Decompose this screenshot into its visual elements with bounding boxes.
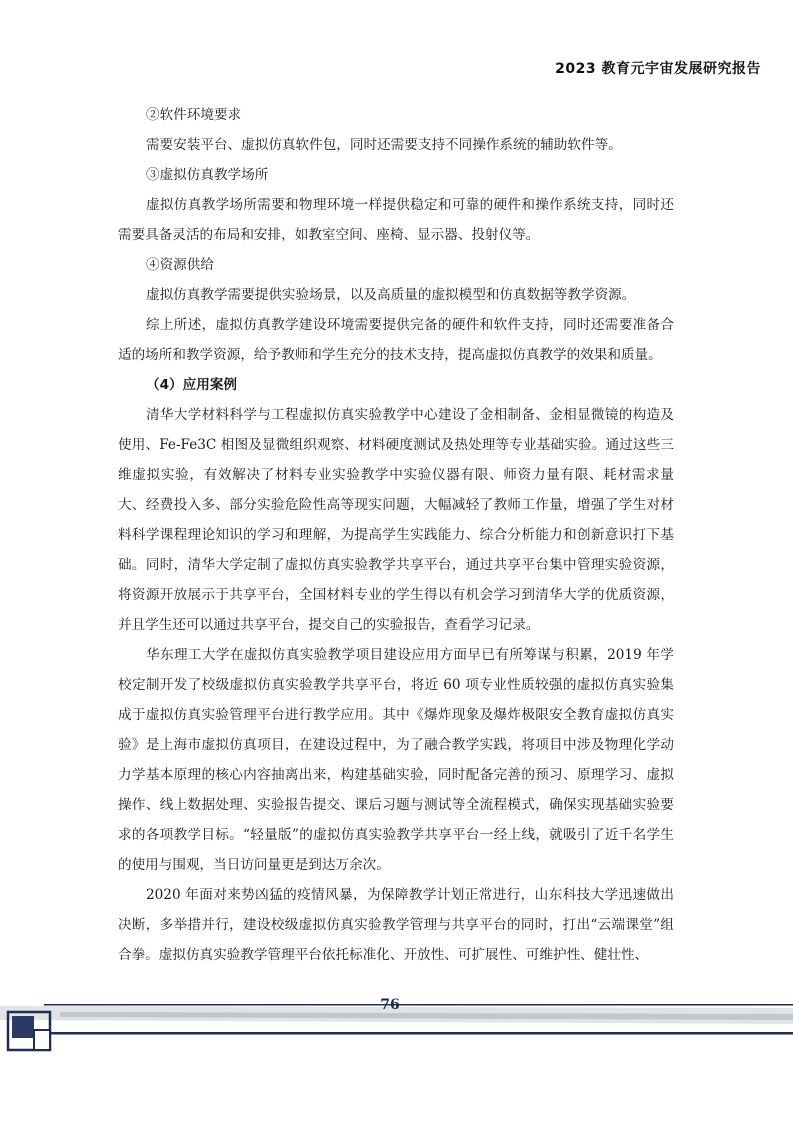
summary-paragraph: 综上所述，虚拟仿真教学建设环境需要提供完备的硬件和软件支持，同时还需要准备合适的场所和教学资源，给予教师和学生充分的技术支持，提高虚拟仿真教学的效果和质量。 (118, 317, 674, 363)
resource-heading: ④资源供给 (146, 257, 214, 273)
case-tsinghua-paragraph: 清华大学材料科学与工程虚拟仿真实验教学中心建设了金相制备、金相显微镜的构造及使用、Fe-Fe3C 相图及显微组织观察、材料硬度测试及热处理等专业基础实验。通过这些三维虚拟实验，有效解决了材料专业实验教学中实验仪器有限、师资力量有限、耗材需求量大、经费投入多、部分实验危险性高等现实问题，大幅减轻了教师工作量，增强了学生对材料科学课程理论知识的学习和理解，为提高学生实践能力、综合分析能力和创新意识打下基础。同时，清华大学定制了虚拟仿真实验教学共享平台，通过共享平台集中管理实验资源，将资源开放展示于共享平台，全国材料专业的学生得以有机会学习到清华大学的优质资源，并且学生还可以通过共享平台，提交自己的实验报告，查看学习记录。 (118, 407, 674, 633)
page-number: 76 (380, 997, 400, 1013)
footer-square-filled (12, 1016, 34, 1038)
footer-navy-line-top (44, 1004, 793, 1006)
software-heading: ②软件环境要求 (146, 107, 242, 123)
main-content (118, 100, 674, 970)
section-heading: （4）应用案例 (146, 377, 238, 393)
footer-square-small (34, 1030, 50, 1050)
venue-heading: ③虚拟仿真教学场所 (146, 167, 269, 183)
case-ecust-paragraph: 华东理工大学在虚拟仿真实验教学项目建设应用方面早已有所筹谋与积累，2019 年学校定制开发了校级虚拟仿真实验教学共享平台，将近 60 项专业性质较强的虚拟仿真实验集成于虚拟仿真实验管理平台进行教学应用。其中《爆炸现象及爆炸极限安全教育虚拟仿真实验》是上海市虚拟仿真项目，在建设过程中，为了融合教学实践，将项目中涉及物理化学动力学基本原理的核心内容抽离出来，构建基础实验，同时配备完善的预习、原理学习、虚拟操作、线上数据处理、实验报告提交、课后习题与测试等全流程模式，确保实现基础实验要求的各项教学目标。“轻量版”的虚拟仿真实验教学共享平台一经上线，就吸引了近千名学生的使用与围观，当日访问量更是到达万余次。 (118, 647, 674, 873)
resource-paragraph: 虚拟仿真教学需要提供实验场景，以及高质量的虚拟模型和仿真数据等教学资源。 (146, 287, 636, 303)
case-sdust-paragraph: 2020 年面对来势凶猛的疫情风暴，为保障教学计划正常进行，山东科技大学迅速做出决断，多举措并行，建设校级虚拟仿真实验教学管理与共享平台的同时，打出“云端课堂”组合拳。虚拟仿真实验教学管理平台依托标准化、开放性、可扩展性、可维护性、健壮性、 (118, 887, 674, 963)
software-paragraph: 需要安装平台、虚拟仿真软件包，同时还需要支持不同操作系统的辅助软件等。 (146, 137, 622, 153)
report-title: 2023 教育元宇宙发展研究报告 (555, 61, 761, 77)
footer-navy-line-bottom (44, 1032, 793, 1035)
venue-paragraph: 虚拟仿真教学场所需要和物理环境一样提供稳定和可靠的硬件和操作系统支持，同时还需要具备灵活的布局和安排，如教室空间、座椅、显示器、投射仪等。 (118, 197, 674, 243)
